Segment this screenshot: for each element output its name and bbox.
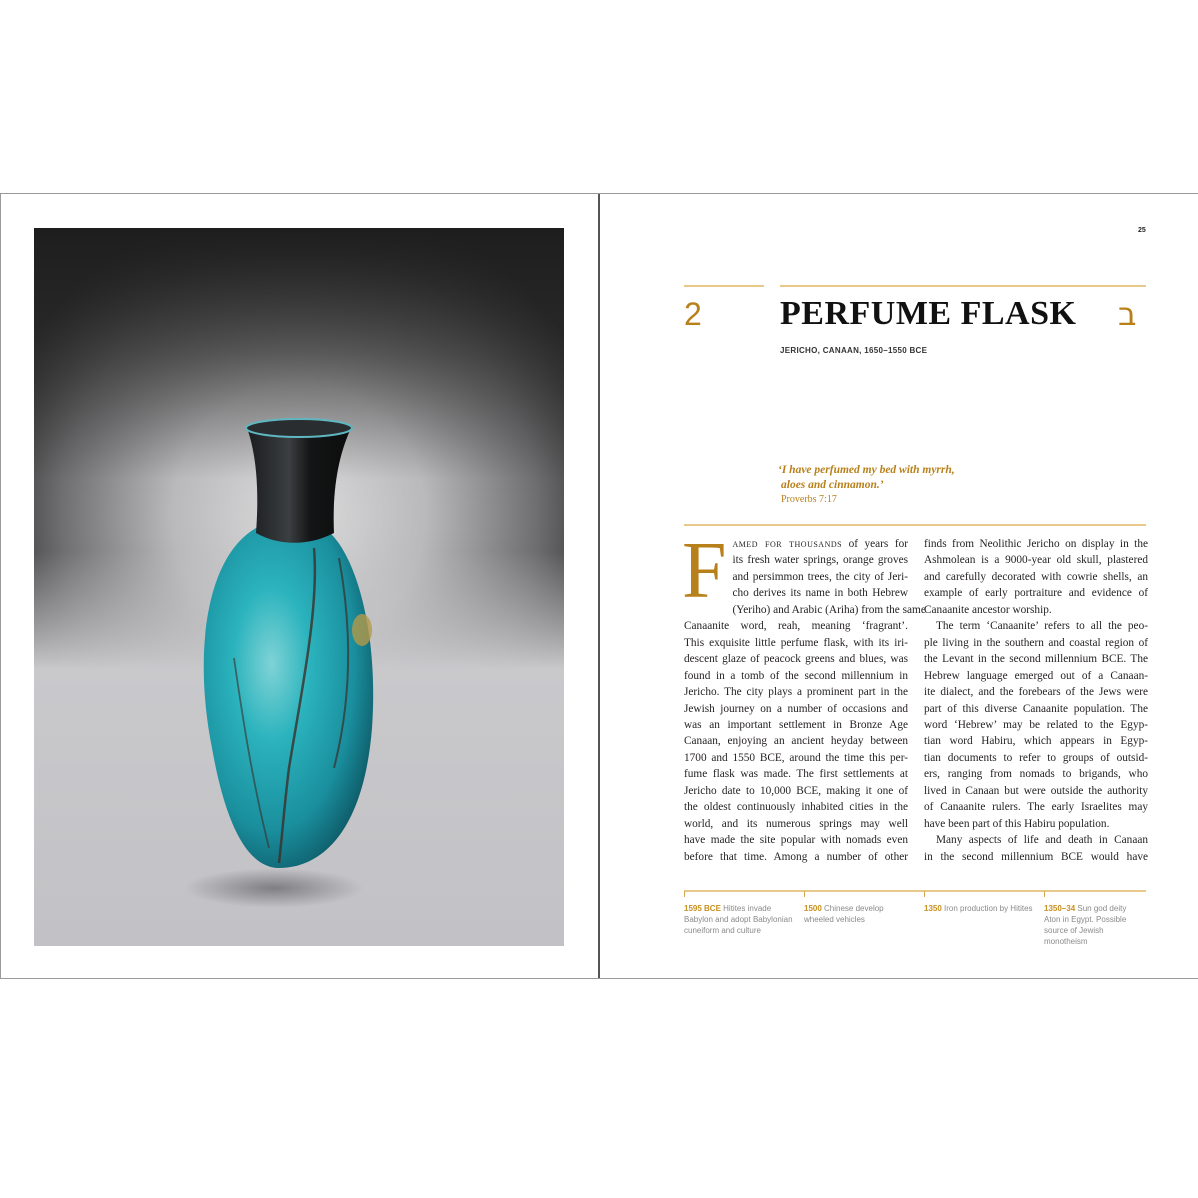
text-line: Hebrew language emerged out of a Canaan-: [924, 669, 1148, 682]
text-line: its fresh water springs, orange groves: [732, 554, 908, 567]
text-line: This exquisite little perfume flask, with its iri-: [684, 636, 908, 649]
text-line: finds from Neolithic Jericho on display in the: [924, 538, 1148, 550]
text-line: Canaanite word, reah, meaning ‘fragrant’.: [684, 620, 908, 633]
timeline-text: Iron production by Hitites: [944, 904, 1033, 913]
text-line: example of early portraiture and evidence of: [924, 587, 1148, 600]
text-line: Many aspects of life and death in Canaan: [936, 834, 1148, 847]
timeline-tick: [684, 891, 685, 897]
gutter-divider: [598, 194, 600, 978]
body-rule: [684, 524, 1146, 526]
timeline-text: Chinese develop wheeled vehicles: [804, 904, 884, 924]
text-line: have made the site popular with nomads even: [684, 834, 908, 847]
chapter-number: 2: [684, 296, 702, 332]
text-line: descent glaze of peacock greens and blues, was: [684, 653, 908, 666]
page-subtitle: JERICHO, CANAAN, 1650–1550 BCE: [780, 346, 928, 355]
timeline-year: 1350–34: [1044, 904, 1076, 913]
body-column-2: [924, 536, 1148, 865]
timeline-tick: [924, 891, 925, 897]
text-line: tian documents to refer to groups of outsid-: [924, 751, 1148, 764]
page-number: 25: [1138, 227, 1146, 234]
timeline-entry: [684, 903, 794, 936]
timeline-tick: [804, 891, 805, 897]
text-line: Canaan, enjoying an ancient heyday between: [684, 735, 908, 748]
text-line: ite dialect, and the forebears of the Jews were: [924, 686, 1148, 699]
book-spread: [0, 193, 1198, 979]
timeline-year: 1500: [804, 904, 822, 913]
timeline-entry: [1044, 903, 1139, 947]
text-line: have been part of this Habiru population.: [924, 817, 1110, 830]
epigraph-line-2: aloes and cinnamon.’: [781, 479, 884, 491]
text-line: Ashmolean is a 9000-year old skull, plastered: [924, 554, 1148, 567]
timeline-year: 1595 BCE: [684, 904, 721, 913]
text-line: cho derives its name in both Hebrew: [732, 587, 908, 600]
lead-in-smallcaps: amed for thousands: [732, 538, 843, 550]
epigraph-line-1: ‘I have perfumed my bed with myrrh,: [778, 464, 955, 476]
text-line: ple living in the southern and coastal region of: [924, 636, 1148, 649]
text-line: amed for thousands of years for: [732, 538, 909, 550]
flask-photograph: [34, 228, 564, 946]
page-edge-left: [0, 194, 1, 978]
text-line: the Levant in the second millennium BCE. The: [924, 653, 1148, 666]
text-line: the oldest continuously inhabited cities in the: [684, 801, 908, 814]
timeline-year: 1350: [924, 904, 942, 913]
timeline-entry: [804, 903, 914, 925]
text-line: word ‘Hebrew’ may be related to the Egyp-: [924, 718, 1148, 731]
text-line: and persimmon trees, the city of Jeri-: [732, 570, 908, 583]
text-line: Jericho. The city plays a prominent part in the: [684, 686, 908, 699]
text-line: fume flask was made. The first settlements at: [684, 768, 908, 781]
epigraph-source: Proverbs 7:17: [781, 494, 837, 505]
text-line: Jewish journey on a number of occasions and: [684, 702, 908, 715]
text-line: in the second millennium BCE would have: [924, 850, 1148, 863]
epigraph: [778, 463, 955, 507]
text-line: of Canaanite rulers. The early Israelites may: [924, 801, 1148, 814]
timeline-text: Hitites invade Babylon and adopt Babylonian cuneiform and culture: [684, 904, 793, 935]
text-line: The term ‘Canaanite’ refers to all the peo-: [936, 620, 1148, 633]
body-column-1: [682, 527, 926, 865]
text-line: part of this diverse Canaanite population. The: [924, 702, 1148, 715]
text-line: lived in Canaan but were outside the authority: [924, 784, 1148, 797]
text-line: Jericho date to 10,000 BCE, making it one of: [684, 784, 908, 797]
text-line: Canaanite ancestor worship.: [924, 603, 1052, 616]
text-line: (Yeriho) and Arabic (Ariha) from the same: [732, 603, 926, 616]
text-line: ers, ranging from nomads to brigands, who: [924, 768, 1148, 781]
timeline-text: Sun god deity Aton in Egypt. Possible source of Jewish monotheism: [1044, 904, 1127, 946]
text-line: was an important settlement in Bronze Age: [684, 718, 908, 731]
drop-cap: F: [682, 527, 727, 615]
perfume-flask-image: [34, 228, 564, 946]
timeline-entry: [924, 903, 1034, 914]
page-title: PERFUME FLASK: [780, 295, 1077, 332]
header-rule-long: [780, 285, 1146, 287]
text-line: found in a tomb of the second millennium in: [684, 669, 908, 682]
timeline-tick: [1044, 891, 1045, 897]
timeline-rule: [684, 890, 1146, 892]
text-line: and carefully decorated with cowrie shells, an: [924, 570, 1148, 583]
text-line: 1700 and 1550 BCE, around the time this per-: [684, 751, 908, 764]
hebrew-letter: ב: [1118, 295, 1137, 333]
text-line: before that time. Among a number of other: [684, 850, 908, 863]
text-line: tian word Habiru, which appears in Egyp-: [924, 735, 1148, 748]
header-rule-short: [684, 285, 764, 287]
text-line: world, and its numerous springs may well: [684, 817, 908, 830]
